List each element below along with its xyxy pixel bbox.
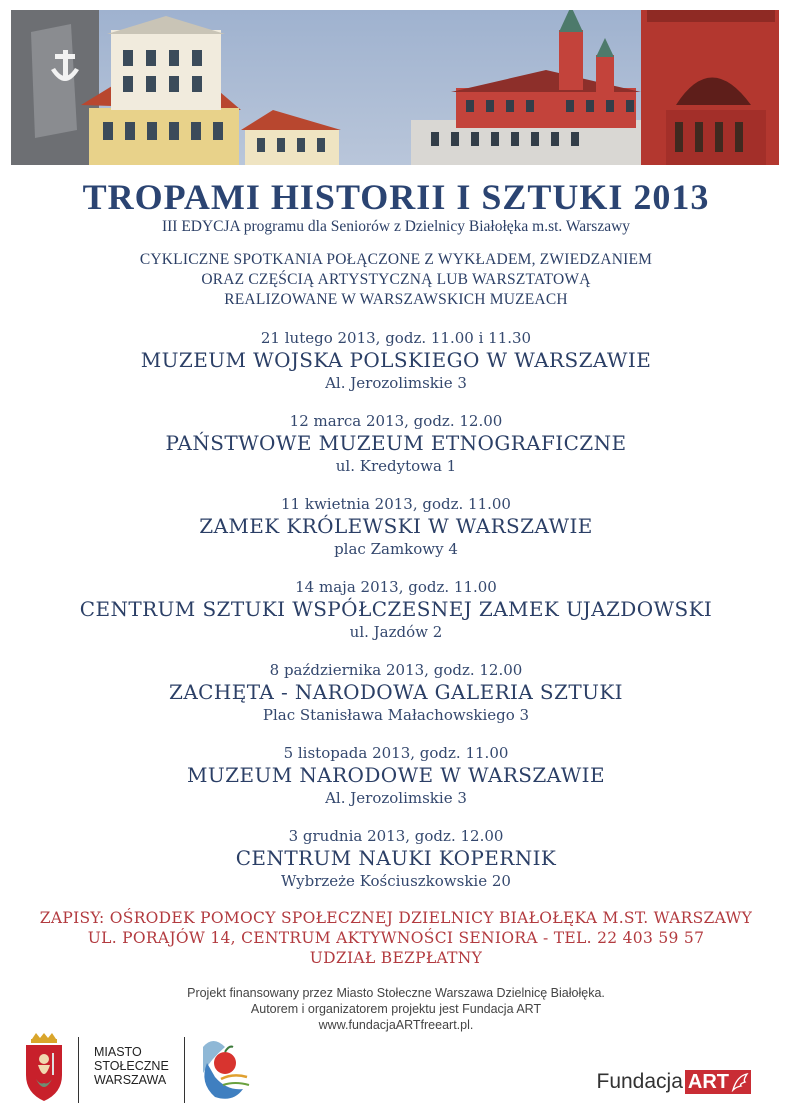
event-venue: ZACHĘTA - NARODOWA GALERIA SZTUKI (169, 680, 623, 704)
event-date: 21 lutego 2013, godz. 11.00 i 11.30 (260, 329, 532, 347)
event-date: 3 grudnia 2013, godz. 12.00 (288, 827, 504, 845)
banner-buildings-illustration (11, 10, 779, 165)
event-address: ul. Kredytowa 1 (335, 457, 457, 475)
event-date: 8 października 2013, godz. 12.00 (269, 661, 523, 679)
credit-line: Projekt finansowany przez Miasto Stołeczne Warszawa Dzielnicę Białołęka. (187, 986, 605, 1000)
event-address: Wybrzeże Kościuszkowskie 20 (281, 872, 511, 890)
event-venue: CENTRUM NAUKI KOPERNIK (235, 846, 557, 870)
event-address: ul. Jazdów 2 (349, 623, 443, 641)
logo-divider (184, 1037, 185, 1103)
heart-apple-logo-icon (193, 1033, 263, 1105)
event-address: Al. Jerozolimskie 3 (325, 789, 467, 807)
event-address: Al. Jerozolimskie 3 (325, 374, 467, 392)
event-venue: MUZEUM NARODOWE W WARSZAWIE (187, 763, 605, 787)
event-venue: MUZEUM WOJSKA POLSKIEGO W WARSZAWIE (140, 348, 652, 372)
fundacja-word: Fundacja (596, 1070, 683, 1093)
event-venue: ZAMEK KRÓLEWSKI W WARSZAWIE (199, 514, 593, 538)
warsaw-logo-text (94, 1045, 169, 1087)
website-link[interactable]: www.fundacjaARTfreeart.pl. (318, 1018, 474, 1032)
event-venue: CENTRUM SZTUKI WSPÓŁCZESNEJ ZAMEK UJAZDOWSKI (79, 597, 713, 621)
warsaw-coat-of-arms-icon (22, 1033, 66, 1103)
event-address: plac Zamkowy 4 (334, 540, 458, 558)
bialoleka-program-logo (193, 1033, 263, 1105)
art-badge (685, 1070, 751, 1094)
event-date: 11 kwietnia 2013, godz. 11.00 (281, 495, 511, 513)
intro-line: CYKLICZNE SPOTKANIA POŁĄCZONE Z WYKŁADEM, ZWIEDZANIEM (139, 251, 653, 268)
poster-title: TROPAMI HISTORII I SZTUKI 2013 (82, 177, 710, 217)
event-date: 5 listopada 2013, godz. 11.00 (283, 744, 509, 762)
warsaw-city-logo (22, 1033, 192, 1105)
event-venue: PAŃSTWOWE MUZEUM ETNOGRAFICZNE (165, 431, 627, 455)
logo-divider (78, 1037, 79, 1103)
fundacja-art-logo (597, 1070, 752, 1094)
credit-line: Autorem i organizatorem projektu jest Fundacja ART (250, 1002, 542, 1016)
warsaw-logo-line: MIASTO (94, 1045, 142, 1059)
warsaw-logo-line: WARSZAWA (94, 1073, 167, 1087)
registration-free-note: UDZIAŁ BEZPŁATNY (309, 949, 483, 967)
art-word: ART (687, 1071, 729, 1093)
intro-line: ORAZ CZĘŚCIĄ ARTYSTYCZNĄ LUB WARSZTATOWĄ (201, 271, 591, 288)
event-date: 12 marca 2013, godz. 12.00 (289, 412, 503, 430)
event-address: Plac Stanisława Małachowskiego 3 (262, 706, 530, 724)
intro-line: REALIZOWANE W WARSZAWSKICH MUZEACH (224, 291, 568, 308)
registration-line: UL. PORAJÓW 14, CENTRUM AKTYWNOŚCI SENIORA - TEL. 22 403 59 57 (87, 929, 705, 947)
wing-feather-icon (731, 1072, 749, 1092)
event-date: 14 maja 2013, godz. 11.00 (295, 578, 497, 596)
warsaw-logo-line: STOŁECZNE (94, 1059, 169, 1073)
header-banner-image (11, 10, 779, 165)
registration-line: ZAPISY: OŚRODEK POMOCY SPOŁECZNEJ DZIELNICY BIAŁOŁĘKA M.ST. WARSZAWY (39, 909, 753, 927)
poster-subtitle: III EDYCJA programu dla Seniorów z Dzielnicy Białołęka m.st. Warszawy (161, 218, 631, 235)
